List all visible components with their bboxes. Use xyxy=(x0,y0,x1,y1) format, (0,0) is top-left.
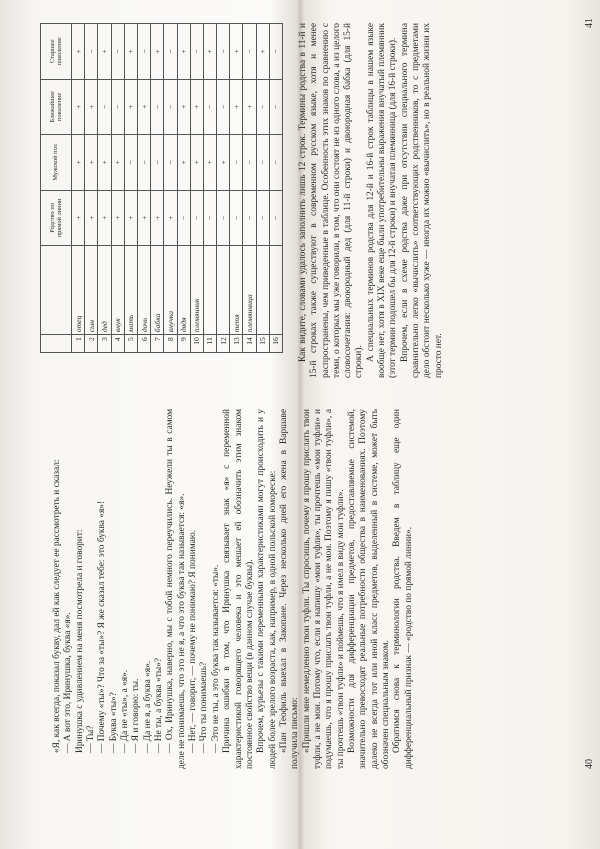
feature-sign: + xyxy=(164,190,177,246)
feature-sign: + xyxy=(203,24,216,80)
kinship-table-body xyxy=(72,24,283,353)
feature-sign: + xyxy=(190,79,203,135)
paragraph: — Это не ты, а это буква так называется: «ты». xyxy=(210,564,221,753)
left-page xyxy=(0,409,600,809)
kinship-table xyxy=(40,23,283,353)
row-number: 11 xyxy=(203,335,216,353)
paragraph: Обратимся снова к терминологии родства. Введем в таблицу еще один дифференциальный признак — «родство по прямой линии». xyxy=(392,409,414,769)
kinship-term: бабка xyxy=(151,246,164,335)
paragraph: Причина ошибки в том, что Иринушка связывает знак «я» с переменной характеристикой говорящего человека и это мешает ей обозначить этим знаком постоянное свойство вещи (в данном случае буквы). xyxy=(222,409,255,769)
left-page-text xyxy=(52,409,415,769)
paragraph: — Почему «ты»? Что за «ты»? Я же сказал тебе: это буква «я»! xyxy=(97,500,108,753)
table-row xyxy=(269,24,282,353)
kinship-term xyxy=(269,246,282,335)
paragraph: «Пришли мне немедленно твои туфли. Ты спросишь, почему я прошу прислать твои туфли, а не мои. Потому что, если я напишу «мои туфли», ты прочтешь «мои туфли» и подумаешь, что я прошу прислать твои туфли, а не мои. Поэтому я пишу «твои туфли», а ты прочтешь «твои туфли» и поймешь, что я имел в виду мои туфли». xyxy=(301,409,346,769)
feature-sign: − xyxy=(256,79,269,135)
kinship-term: дед xyxy=(98,246,111,335)
feature-sign: − xyxy=(124,135,137,191)
feature-sign: + xyxy=(151,190,164,246)
feature-sign: + xyxy=(124,24,137,80)
paragraph: — Я и говорю: ты. xyxy=(131,678,142,753)
feature-sign: − xyxy=(111,24,124,80)
paragraph: — Ты? xyxy=(86,725,97,753)
paragraph: Впрочем, курьезы с такими переменными характеристиками могут происходить и у людей более зрелого возраста, как, например, в одной польской юмореске: xyxy=(256,409,278,769)
right-page xyxy=(0,18,600,418)
feature-sign: + xyxy=(85,190,98,246)
feature-sign: + xyxy=(72,135,85,191)
feature-sign: − xyxy=(151,135,164,191)
row-number: 13 xyxy=(230,335,243,353)
feature-sign: + xyxy=(217,135,230,191)
kinship-term: дядя xyxy=(177,246,190,335)
feature-sign: − xyxy=(256,190,269,246)
table-header-term xyxy=(41,246,72,335)
feature-sign: + xyxy=(230,79,243,135)
feature-sign: + xyxy=(177,79,190,135)
kinship-term xyxy=(203,246,216,335)
feature-sign: − xyxy=(137,135,150,191)
feature-sign: + xyxy=(72,79,85,135)
table-row xyxy=(111,24,124,353)
feature-sign: + xyxy=(137,190,150,246)
kinship-term: мать xyxy=(124,246,137,335)
feature-sign: + xyxy=(137,79,150,135)
feature-sign: + xyxy=(72,190,85,246)
left-page-number: 40 xyxy=(584,759,595,769)
feature-sign: + xyxy=(243,79,256,135)
feature-sign: − xyxy=(243,135,256,191)
row-number: 9 xyxy=(177,335,190,353)
kinship-term xyxy=(256,246,269,335)
table-row xyxy=(243,24,256,353)
table-header-row xyxy=(41,24,72,353)
feature-sign: + xyxy=(98,135,111,191)
row-number: 10 xyxy=(190,335,203,353)
feature-sign: − xyxy=(217,190,230,246)
feature-sign: + xyxy=(177,135,190,191)
row-number: 2 xyxy=(85,335,98,353)
table-row xyxy=(217,24,230,353)
paragraph: — Не ты, а буква «ты»? xyxy=(154,658,165,753)
feature-sign: + xyxy=(124,190,137,246)
kinship-term xyxy=(217,246,230,335)
feature-sign: − xyxy=(137,24,150,80)
table-header-lineal: Родство по прямой линии xyxy=(41,190,72,246)
feature-sign: + xyxy=(72,24,85,80)
feature-sign: + xyxy=(230,24,243,80)
table-row xyxy=(230,24,243,353)
paragraph: — Буква «ты»? xyxy=(108,692,119,753)
paragraph: — Да не я, а буква «я». xyxy=(142,660,153,753)
feature-sign: + xyxy=(256,24,269,80)
row-number: 14 xyxy=(243,335,256,353)
paragraph: — Ох, Иринушка, наверно, мы с тобой немного переучились. Неужели ты в самом деле не понимаешь, что это не я, а что это буква так называется: «я». xyxy=(165,409,187,769)
kinship-term: внук xyxy=(111,246,124,335)
feature-sign: − xyxy=(217,24,230,80)
table-row xyxy=(256,24,269,353)
table-row xyxy=(85,24,98,353)
feature-sign: − xyxy=(269,24,282,80)
kinship-term: отец xyxy=(72,246,85,335)
table-row xyxy=(190,24,203,353)
feature-sign: + xyxy=(203,135,216,191)
kinship-term: племянница xyxy=(243,246,256,335)
paragraph: «Пан Теофиль выехал в Закопане. Через несколько дней его жена в Варшаве получила письмо: xyxy=(278,409,301,769)
feature-sign: − xyxy=(217,79,230,135)
paragraph: Возможности для дифференциации предметов, предоставляемые системой, значительно превосходят реальные потребности общества в наименованиях. Поэтому далеко не всегда тот или иной класс предметов, выделенный в системе, может быть обозначен специальным знаком. xyxy=(346,409,391,769)
feature-sign: + xyxy=(98,190,111,246)
table-header-number xyxy=(41,335,72,353)
row-number: 1 xyxy=(72,335,85,353)
row-number: 6 xyxy=(137,335,150,353)
feature-sign: − xyxy=(190,190,203,246)
feature-sign: − xyxy=(230,135,243,191)
feature-sign: − xyxy=(164,135,177,191)
table-header-male: Мужской пол xyxy=(41,135,72,191)
paragraph: Иринушка с удивлением на меня посмотрела и говорит: xyxy=(74,529,85,753)
row-number: 5 xyxy=(124,335,137,353)
row-number: 12 xyxy=(217,335,230,353)
feature-sign: − xyxy=(269,190,282,246)
kinship-term: тетя xyxy=(230,246,243,335)
feature-sign: − xyxy=(98,79,111,135)
feature-sign: − xyxy=(243,24,256,80)
feature-sign: + xyxy=(85,135,98,191)
paragraph: «Я, как всегда, показал букву, дал ей как следует ее рассмотреть и сказал: xyxy=(52,459,62,753)
feature-sign: + xyxy=(111,190,124,246)
row-number: 16 xyxy=(269,335,282,353)
feature-sign: − xyxy=(111,79,124,135)
feature-sign: − xyxy=(203,79,216,135)
row-number: 15 xyxy=(256,335,269,353)
kinship-term: внучка xyxy=(164,246,177,335)
feature-sign: − xyxy=(177,190,190,246)
paragraph: — А вот это, Иринушка, буква «я». xyxy=(63,612,74,753)
row-number: 8 xyxy=(164,335,177,353)
feature-sign: + xyxy=(124,79,137,135)
paragraph: — Что ты понимаешь? xyxy=(199,661,210,753)
table-row xyxy=(72,24,85,353)
right-page-number: 41 xyxy=(584,18,595,28)
table-row xyxy=(98,24,111,353)
kinship-term: племянник xyxy=(190,246,203,335)
row-number: 3 xyxy=(98,335,111,353)
feature-sign: − xyxy=(269,135,282,191)
kinship-term: сын xyxy=(85,246,98,335)
kinship-term: дочь xyxy=(137,246,150,335)
feature-sign: − xyxy=(151,79,164,135)
row-number: 4 xyxy=(111,335,124,353)
feature-sign: + xyxy=(98,24,111,80)
paragraph: А специальных терминов родства для 12-й и 16-й строк таблицы в нашем языке вообще нет, хотя в XIX веке еще были употребительны выражения внучатый племянник (этот термин подошел бы для 12-й строки) и внучатая племянница (для 16-й строки). xyxy=(365,23,399,378)
feature-sign: − xyxy=(203,190,216,246)
table-row xyxy=(177,24,190,353)
feature-sign: − xyxy=(190,24,203,80)
table-row xyxy=(137,24,150,353)
right-page-text xyxy=(298,23,445,378)
feature-sign: + xyxy=(85,79,98,135)
paragraph: Впрочем, если в схеме родства даже при отсутствии специального термина сравнительно легко «вычислить» соответствующих родственников, то с предметами дело обстоит несколько хуже — иногда их можно «вычислить», но в реальной жизни их просто нет. xyxy=(399,23,444,378)
feature-sign: − xyxy=(256,135,269,191)
feature-sign: + xyxy=(190,135,203,191)
feature-sign: + xyxy=(111,135,124,191)
table-header-nearest-generation: Ближайшее поколение xyxy=(41,79,72,135)
feature-sign: − xyxy=(230,190,243,246)
paragraph: Как видите, словами удалось заполнить лишь 12 строк. Термины родства в 11-й и 15-й строках также существуют в современном русском языке, хотя и менее распространены, чем приведенные в таблице. Особенность этих знаков по сравнению с теми, о которых мы уже говорили, в том, что они состоят не из одного слова, а из целого словосочетания: двоюродный дед (для 11-й строки) и двоюродная бабка (для 15-й строки). xyxy=(298,23,365,378)
table-row xyxy=(203,24,216,353)
table-row xyxy=(164,24,177,353)
table-header-older-generation: Старшее поколение xyxy=(41,24,72,80)
feature-sign: − xyxy=(269,79,282,135)
feature-sign: + xyxy=(151,24,164,80)
paragraph: — Нет, — говорит, — почему не понимаю? Я понимаю. xyxy=(188,529,199,753)
feature-sign: − xyxy=(164,79,177,135)
feature-sign: − xyxy=(164,24,177,80)
paragraph: — Да не «ты», а «я». xyxy=(120,669,131,753)
feature-sign: − xyxy=(85,24,98,80)
feature-sign: + xyxy=(177,24,190,80)
table-row xyxy=(151,24,164,353)
feature-sign: − xyxy=(243,190,256,246)
row-number: 7 xyxy=(151,335,164,353)
table-row xyxy=(124,24,137,353)
